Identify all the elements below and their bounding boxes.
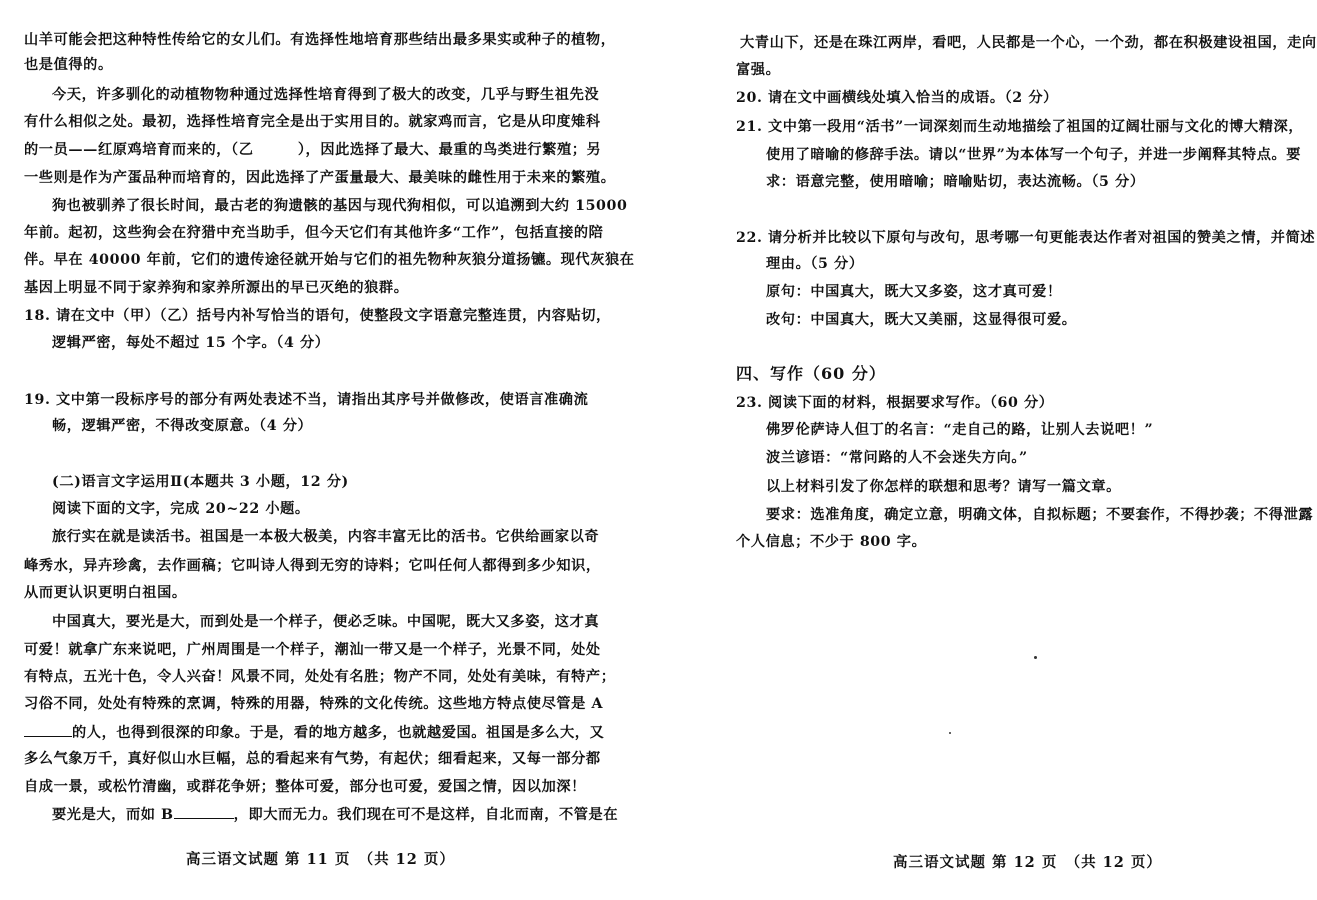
passage-line: 伴。早在 40000 年前，它们的遗传途径就开始与它们的祖先物种灰狼分道扬镳。现代灰狼在: [24, 252, 635, 268]
question-18-cont: 逻辑严密，每处不超过 15 个字。（4 分）: [52, 335, 330, 351]
passage-text: 要光是大，而如 B: [52, 807, 174, 823]
question-19: 19. 文中第一段标序号的部分有两处表述不当，请指出其序号并做修改，使语言准确流: [24, 392, 589, 408]
question-21-cont: 求：语意完整，使用暗喻；暗喻贴切，表达流畅。（5 分）: [766, 174, 1145, 190]
material-quote-1: 佛罗伦萨诗人但丁的名言：“走自己的路，让别人去说吧！”: [766, 422, 1154, 438]
revised-sentence: 改句：中国真大，既大又美丽，这显得很可爱。: [766, 312, 1077, 328]
exam-page-12: [660, 0, 1317, 900]
passage-line: 多么气象万千，真好似山水巨幅，总的看起来有气势，有起伏；细看起来，又每一部分都: [24, 751, 601, 767]
passage-text: ，即大而无力。我们现在可不是这样，自北而南，不管是在: [233, 807, 619, 823]
passage-line-with-blank-a: [24, 722, 604, 743]
writing-requirements-cont: 个人信息；不少于 800 字。: [736, 534, 927, 550]
scan-speck: [1034, 656, 1037, 659]
question-22: 22. 请分析并比较以下原句与改句，思考哪一句更能表达作者对祖国的赞美之情，并简述: [736, 230, 1316, 246]
passage-line: 有特点，五光十色，令人兴奋！风景不同，处处有名胜；物产不同，处处有美味，有特产；: [24, 669, 616, 685]
passage-line: 自成一景，或松竹清幽，或群花争妍；整体可爱，部分也可爱，爱国之情，因以加深！: [24, 779, 586, 795]
question-22-cont: 理由。（5 分）: [766, 256, 864, 272]
blank-a: [24, 722, 72, 737]
passage-line: 狗也被驯养了很长时间，最古老的狗遗骸的基因与现代狗相似，可以追溯到大约 15000: [52, 198, 628, 214]
passage-line: 从而更认识更明白祖国。: [24, 585, 187, 601]
section-title: (二)语言文字运用Ⅱ(本题共 3 小题，12 分): [52, 474, 349, 490]
passage-line: 今天，许多驯化的动植物物种通过选择性培育得到了极大的改变，几乎与野生祖先没: [52, 87, 600, 103]
page-footer: 高三语文试题 第 11 页 （共 12 页）: [186, 851, 455, 868]
question-23: 23. 阅读下面的材料，根据要求写作。（60 分）: [736, 395, 1054, 411]
passage-line: 富强。: [736, 62, 781, 78]
passage-line: 一些则是作为产蛋品种而培育的，因此选择了产蛋量最大、最美味的雌性用于未来的繁殖。: [24, 170, 616, 186]
passage-line: 大青山下，还是在珠江两岸，看吧，人民都是一个心，一个劲，都在积极建设祖国，走向: [740, 35, 1317, 51]
writing-prompt: 以上材料引发了你怎样的联想和思考？请写一篇文章。: [766, 479, 1121, 495]
passage-line: 可爱！就拿广东来说吧，广州周围是一个样子，潮汕一带又是一个样子，光景不同，处处: [24, 642, 601, 658]
scan-speck: [949, 732, 951, 734]
passage-text: 的人，也得到很深的印象。于是，看的地方越多，也就越爱国。祖国是多么大，又: [72, 725, 605, 741]
original-sentence: 原句：中国真大，既大又多姿，这才真可爱！: [766, 284, 1062, 300]
passage-line: 中国真大，要光是大，而到处是一个样子，便必乏味。中国呢，既大又多姿，这才真: [52, 614, 600, 630]
question-21-cont: 使用了暗喻的修辞手法。请以“世界”为本体写一个句子，并进一步阐释其特点。要: [766, 147, 1302, 163]
section-four-title: 四、写作（60 分）: [736, 364, 886, 383]
blank-b: [174, 804, 234, 819]
question-20: 20. 请在文中画横线处填入恰当的成语。（2 分）: [736, 90, 1058, 106]
passage-line-with-blank-b: [52, 804, 618, 825]
question-19-cont: 畅，逻辑严密，不得改变原意。（4 分）: [52, 418, 313, 434]
passage-line: 习俗不同，处处有特殊的烹调，特殊的用器，特殊的文化传统。这些地方特点使尽管是 A: [24, 696, 604, 712]
question-21: 21. 文中第一段用“活书”一词深刻而生动地描绘了祖国的辽阔壮丽与文化的博大精深，: [736, 119, 1304, 135]
passage-line: 基因上明显不同于家养狗和家养所源出的早已灭绝的狼群。: [24, 280, 409, 296]
passage-line: 的一员——红原鸡培育而来的，（乙 ），因此选择了最大、最重的鸟类进行繁殖；另: [24, 142, 602, 158]
page-footer: 高三语文试题 第 12 页 （共 12 页）: [893, 854, 1162, 871]
passage-line: 旅行实在就是读活书。祖国是一本极大极美，内容丰富无比的活书。它供给画家以奇: [52, 529, 600, 545]
section-intro: 阅读下面的文字，完成 20~22 小题。: [52, 501, 310, 517]
material-quote-2: 波兰谚语：“常问路的人不会迷失方向。”: [766, 450, 1028, 466]
writing-requirements: 要求：选准角度，确定立意，明确文体，自拟标题；不要套作，不得抄袭；不得泄露: [766, 507, 1314, 523]
passage-line: 山羊可能会把这种特性传给它的女儿们。有选择性地培育那些结出最多果实或种子的植物，: [24, 32, 616, 48]
passage-line: 有什么相似之处。最初，选择性培育完全是出于实用目的。就家鸡而言，它是从印度雉科: [24, 114, 601, 130]
question-18: 18. 请在文中（甲）（乙）括号内补写恰当的语句，使整段文字语意完整连贯，内容贴切，: [24, 308, 611, 324]
passage-line: 峰秀水，异卉珍禽，去作画稿；它叫诗人得到无穷的诗料；它叫任何人都得到多少知识，: [24, 558, 601, 574]
passage-line: 也是值得的。: [24, 57, 113, 73]
passage-line: 年前。起初，这些狗会在狩猎中充当助手，但今天它们有其他许多“工作”，包括直接的陪: [24, 225, 604, 241]
